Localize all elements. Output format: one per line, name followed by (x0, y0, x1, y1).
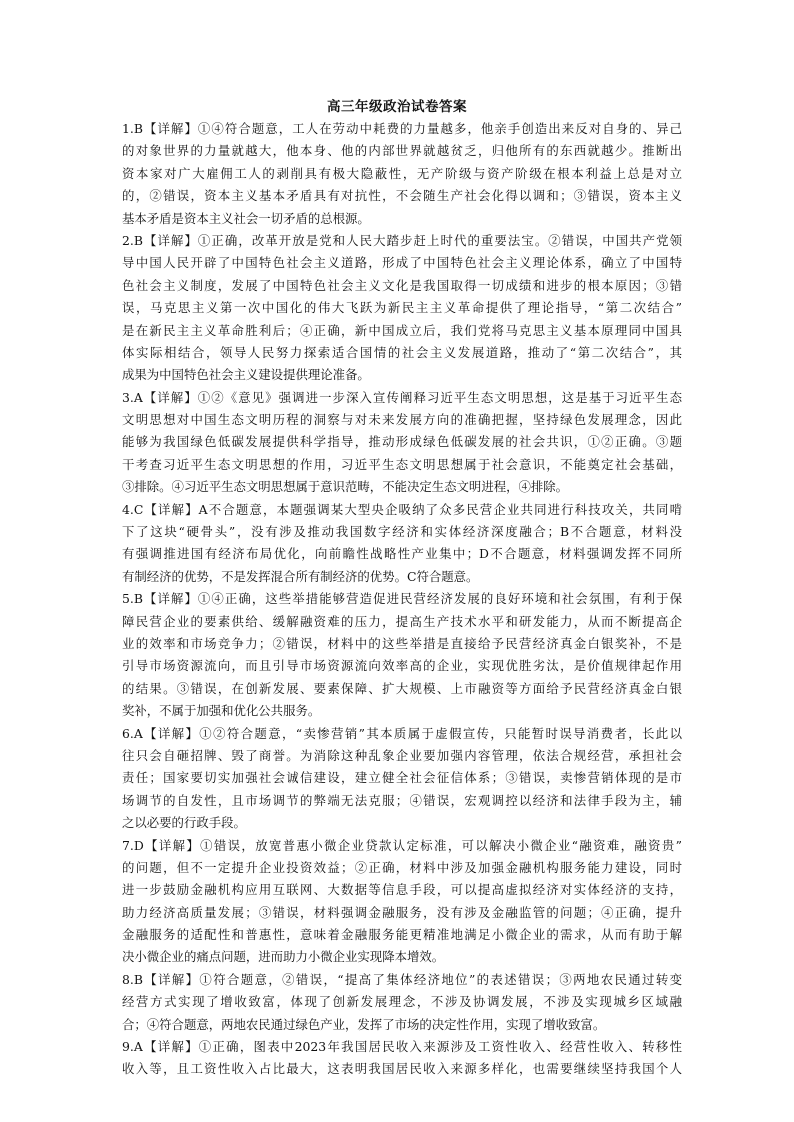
document-title: 高三年级政治试卷答案 (327, 99, 467, 115)
text-line: 场调节的自发性，且市场调节的弊端无法克服；④错误，宏观调控以经济和法律手段为主，辅 (122, 792, 682, 808)
text-line: 经营方式实现了增收致富，体现了创新发展理念，不涉及协调发展，不涉及实现城乡区域融 (122, 994, 682, 1010)
text-line: 责任；国家要切实加强社会诚信建设，建立健全社会征信体系；③错误，卖惨营销体现的是市 (122, 770, 682, 786)
text-line: 色社会主义制度，发展了中国特色社会主义文化是我国取得一切成绩和进步的根本原因；③错 (122, 277, 682, 293)
text-line: 业的效率和市场竞争力；②错误，材料中的这些举措是直接给予民营经济真金白银奖补，不是 (122, 635, 682, 651)
text-line: 的，②错误，资本主义基本矛盾具有对抗性，不会随生产社会化得以调和；③错误，资本主义 (122, 188, 682, 204)
text-line: 的结果。③错误，在创新发展、要素保障、扩大规模、上市融资等方面给予民营经济真金白银 (122, 680, 682, 696)
text-line: 体实际相结合，领导人民努力探索适合国情的社会主义发展道路，推动了“第二次结合”，其 (122, 344, 682, 360)
text-line: 是在新民主主义革命胜利后；④正确，新中国成立后，我们党将马克思主义基本原理同中国具 (122, 322, 682, 338)
text-line: 的问题，但不一定提升企业投资效益；②正确，材料中涉及加强金融机构服务能力建设，同时 (122, 859, 682, 875)
text-line: 决小微企业的痛点问题，进而助力小微企业实现降本增效。 (122, 949, 445, 965)
text-line: 下了这块“硬骨头”，没有涉及推动我国数字经济和实体经济深度融合；B不合题意，材料没 (122, 524, 682, 540)
text-line: 7.D【详解】①错误，放宽普惠小微企业贷款认定标准，可以解决小微企业“融资难，融资贵” (122, 837, 682, 853)
text-line: 成果为中国特色社会主义建设提供理论准备。 (122, 367, 370, 383)
text-line: 资本家对广大雇佣工人的剥削具有极大隐蔽性，无产阶级与资产阶级在根本利益上总是对立 (122, 165, 682, 181)
text-line: 干考查习近平生态文明思想的作用，习近平生态文明思想属于社会意识，不能奠定社会基础， (122, 456, 682, 472)
text-line: 8.B【详解】①符合题意，②错误，“提高了集体经济地位”的表述错误；③两地农民通过转变 (122, 971, 682, 987)
text-line: 5.B【详解】①④正确，这些举措能够营造促进民营经济发展的良好环境和社会氛围，有利于保 (122, 591, 682, 607)
text-line: 文明思想对中国生态文明历程的洞察与对未来发展方向的准确把握，坚持绿色发展理念，因此 (122, 412, 682, 428)
text-line: 4.C【详解】A不合题意，本题强调某大型央企吸纳了众多民营企业共同进行科技攻关，共同啃 (122, 501, 682, 517)
text-line: 9.A【详解】①正确，图表中2023年我国居民收入来源涉及工资性收入、经营性收入、转移性 (122, 1039, 682, 1055)
text-line: 合；④符合题意，两地农民通过绿色产业，发挥了市场的决定性作用，实现了增收致富。 (122, 1016, 606, 1032)
text-line: 之以必要的行政手段。 (122, 815, 246, 831)
text-line: ③排除。④习近平生态文明思想属于意识范畴，不能决定生态文明进程，④排除。 (122, 479, 569, 495)
text-line: 能够为我国绿色低碳发展提供科学指导，推动形成绿色低碳发展的社会共识，①②正确。③题 (122, 434, 682, 450)
text-line: 助力经济高质量发展；③错误，材料强调金融服务，没有涉及金融监管的问题；④正确，提升 (122, 904, 682, 920)
text-line: 2.B【详解】①正确，改革开放是党和人民大踏步赶上时代的重要法宝。②错误，中国共产党领 (122, 232, 682, 248)
text-line: 进一步鼓励金融机构应用互联网、大数据等信息手段，可以提高虚拟经济对实体经济的支持， (122, 882, 682, 898)
text-line: 引导市场资源流向，而且引导市场资源流向效率高的企业，实现优胜劣汰，是价值规律起作用 (122, 658, 682, 674)
text-line: 6.A【详解】①②符合题意，“卖惨营销”其本质属于虚假宣传，只能暂时误导消费者，长此以 (122, 725, 682, 741)
text-line: 1.B【详解】①④符合题意，工人在劳动中耗费的力量越多，他亲手创造出来反对自身的、异己 (122, 121, 682, 136)
text-line: 3.A【详解】①②《意见》强调进一步深入宣传阐释习近平生态文明思想，这是基于习近平生态 (122, 389, 682, 405)
text-line: 基本矛盾是资本主义社会一切矛盾的总根源。 (122, 210, 370, 226)
text-line: 金融服务的适配性和普惠性，意味着金融服务能更精准地满足小微企业的需求，从而有助于解 (122, 927, 682, 943)
text-line: 有制经济的优势，不是发挥混合所有制经济的优势。C符合题意。 (122, 568, 479, 584)
text-line: 往只会自砸招牌、毁了商誉。为消除这种乱象企业要加强内容管理，依法合规经营，承担社会 (122, 747, 682, 763)
text-line: 奖补，不属于加强和优化公共服务。 (122, 703, 321, 719)
text-line: 的对象世界的力量就越大，他本身、他的内部世界就越贫乏，归他所有的东西就越少。推断出 (122, 143, 682, 159)
text-line: 导中国人民开辟了中国特色社会主义道路，形成了中国特色社会主义理论体系，确立了中国特 (122, 255, 682, 271)
text-line: 收入等，且工资性收入占比最大，这表明我国居民收入来源多样化，也需要继续坚持我国个人 (122, 1061, 682, 1077)
text-line: 障民营企业的要素供给、缓解融资难的压力，提高生产技术水平和研发能力，从而不断提高企 (122, 613, 682, 629)
answer-text-body (122, 118, 682, 1081)
text-line: 有强调推进国有经济布局优化，向前瞻性战略性产业集中；D不合题意，材料强调发挥不同所 (122, 546, 682, 562)
text-line: 误，马克思主义第一次中国化的伟大飞跃为新民主主义革命提供了理论指导，“第二次结合” (122, 300, 682, 316)
